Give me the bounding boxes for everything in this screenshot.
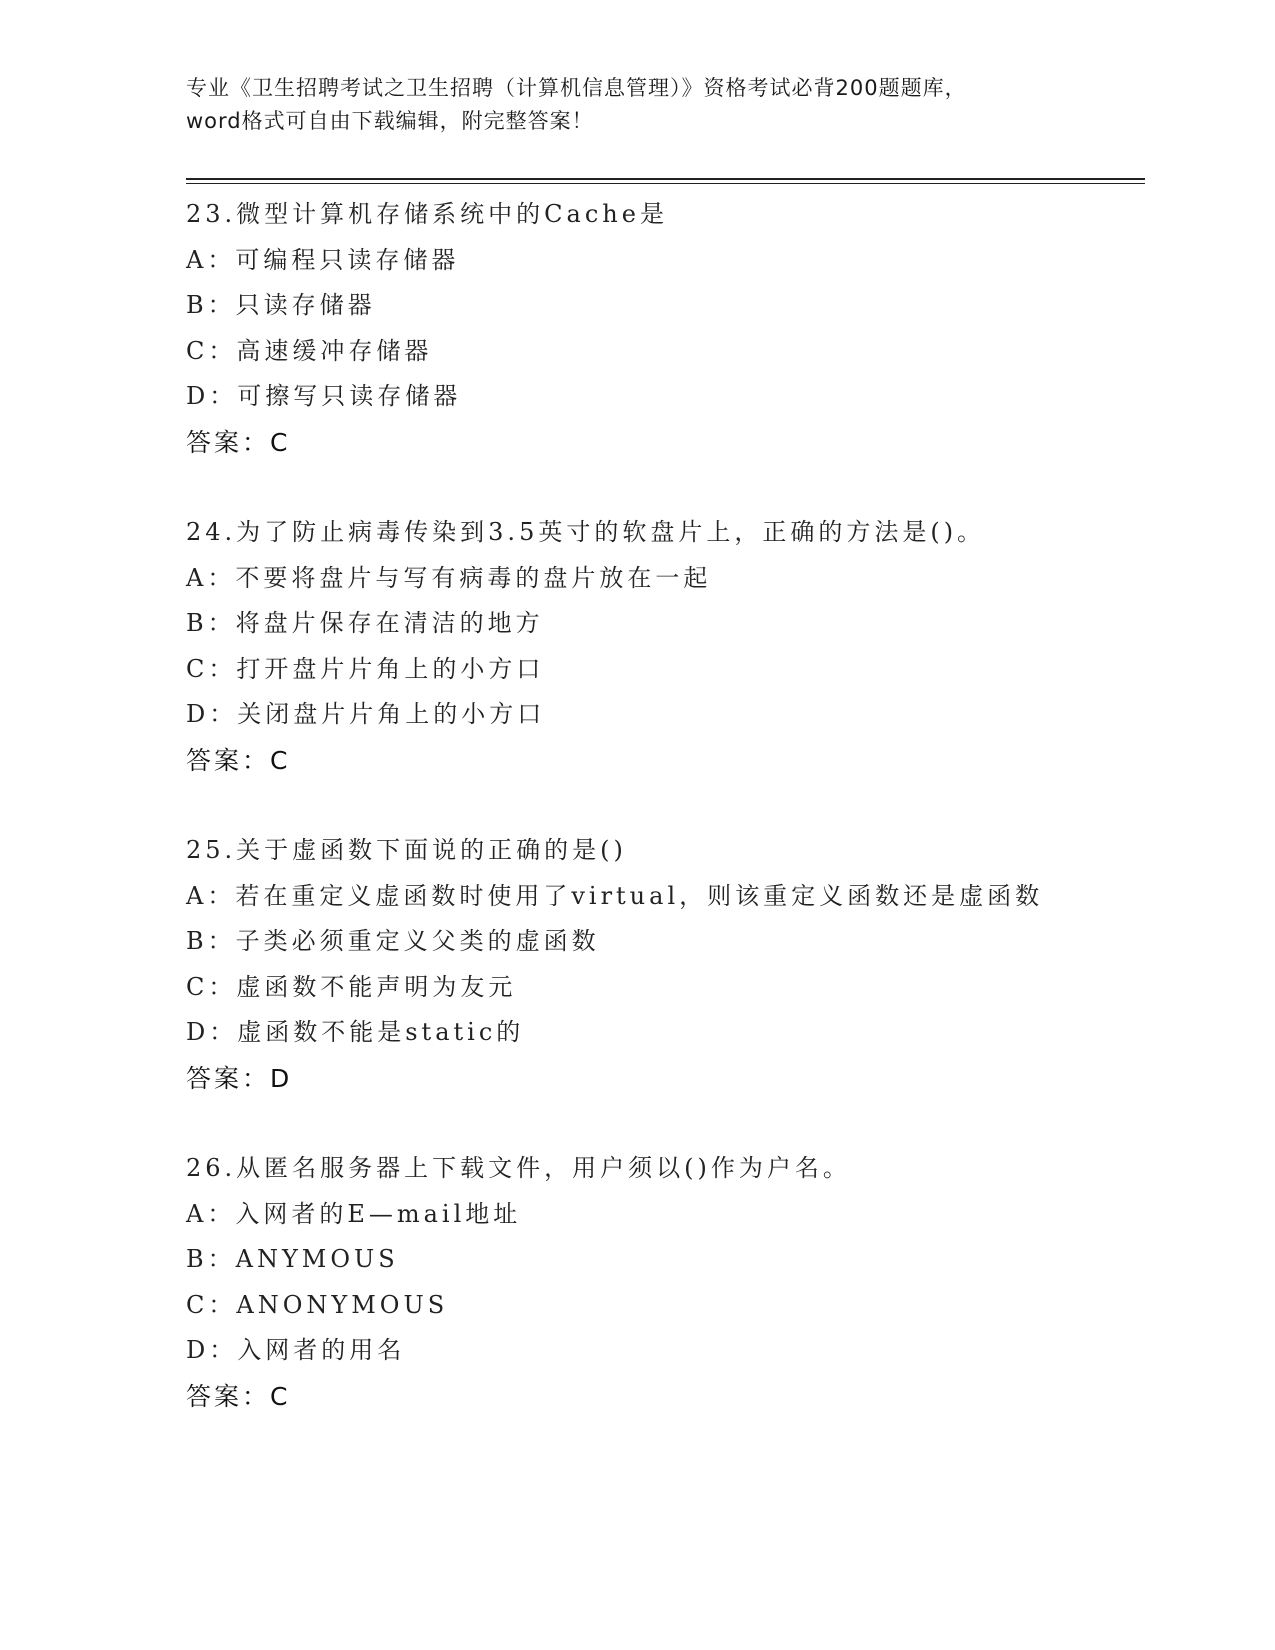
option-a: A：若在重定义虚函数时使用了virtual，则该重定义函数还是虚函数: [186, 881, 1044, 910]
option-d: D：可擦写只读存储器: [186, 382, 462, 410]
question-list: [186, 192, 1146, 1464]
question-23: [186, 192, 1146, 510]
option-d: D：入网者的用名: [186, 1336, 406, 1364]
option-d: D：关闭盘片片角上的小方口: [186, 700, 546, 728]
question-25: [186, 828, 1146, 1146]
question-stem: 23.微型计算机存储系统中的Cache是: [186, 200, 668, 228]
header-divider-thick: [186, 178, 1145, 180]
question-24: [186, 510, 1146, 828]
option-c: C：虚函数不能声明为友元: [186, 972, 517, 1001]
header-divider-thin: [186, 183, 1145, 184]
answer-label: 答案：C: [186, 745, 291, 775]
option-b: B：只读存储器: [186, 291, 376, 319]
option-a: A：可编程只读存储器: [186, 245, 460, 274]
question-stem: 24.为了防止病毒传染到3.5英寸的软盘片上，正确的方法是()。: [186, 518, 986, 546]
question-stem: 25.关于虚函数下面说的正确的是(): [186, 836, 627, 864]
header-line-1: 专业《卫生招聘考试之卫生招聘（计算机信息管理）》资格考试必背200题题库，: [186, 76, 967, 100]
answer-label: 答案：C: [186, 427, 291, 457]
document-header: [186, 72, 1086, 138]
option-a: A：不要将盘片与写有病毒的盘片放在一起: [186, 563, 712, 592]
question-stem: 26.从匿名服务器上下载文件，用户须以()作为户名。: [186, 1154, 851, 1182]
option-b: B：ANYMOUS: [186, 1245, 399, 1273]
answer-label: 答案：D: [186, 1063, 293, 1093]
answer-label: 答案：C: [186, 1381, 291, 1411]
option-b: B：将盘片保存在清洁的地方: [186, 609, 544, 637]
option-c: C：打开盘片片角上的小方口: [186, 654, 545, 683]
option-b: B：子类必须重定义父类的虚函数: [186, 927, 600, 955]
option-c: C：ANONYMOUS: [186, 1290, 449, 1319]
option-a: A：入网者的E—mail地址: [186, 1199, 522, 1228]
question-26: [186, 1146, 1146, 1464]
header-line-2: word格式可自由下载编辑，附完整答案！: [186, 109, 594, 133]
option-c: C：高速缓冲存储器: [186, 336, 433, 365]
option-d: D：虚函数不能是static的: [186, 1018, 525, 1046]
